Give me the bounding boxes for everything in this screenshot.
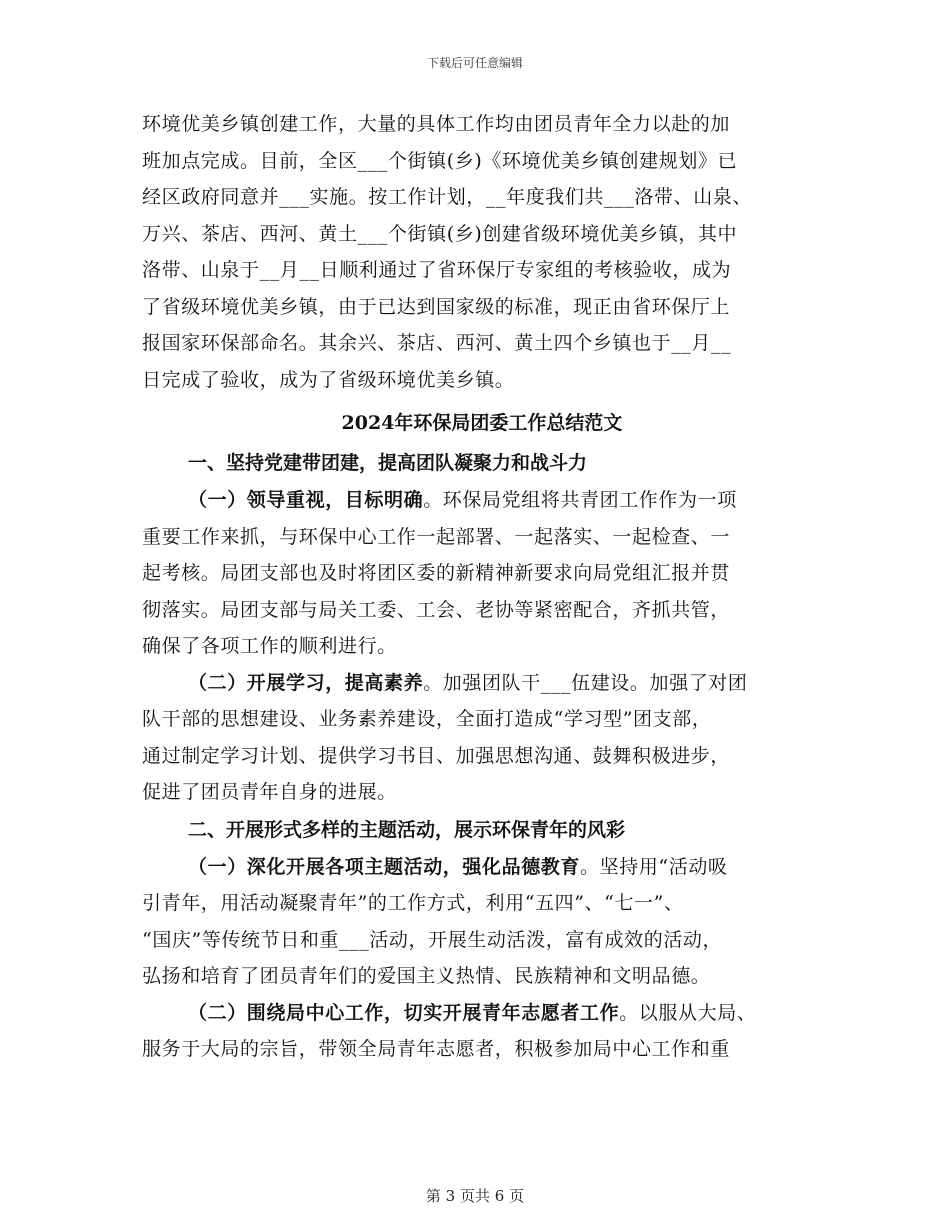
text-line: 促进了团员青年自身的进展。	[142, 781, 397, 803]
text-line: 班加点完成。目前，全区___个街镇(乡)《环境优美乡镇创建规划》已	[142, 149, 738, 172]
text-line: 确保了各项工作的顺利进行。	[142, 635, 397, 657]
text-line: 服务于大局的宗旨，带领全局青年志愿者，积极参加局中心工作和重	[142, 1038, 731, 1060]
text-line: 重要工作来抓，与环保中心工作一起部署、一起落实、一起检查、一	[142, 525, 731, 548]
text-line: 经区政府同意并___实施。按工作计划，__年度我们共___洛带、山泉、	[142, 186, 753, 208]
subheading: （一）领导重视，目标明确	[188, 489, 424, 511]
page-footer: 第 3 页共 6 页	[425, 1187, 525, 1205]
text-line: 环境优美乡镇创建工作，大量的具体工作均由团员青年全力以赴的加	[142, 113, 731, 135]
text-line: 彻落实。局团支部与局关工委、工会、老协等紧密配合，齐抓共管，	[142, 598, 731, 621]
section-heading-2: 二、开展形式多样的主题活动，展示环保青年的风彩	[188, 818, 626, 841]
text-line	[142, 995, 822, 1032]
text-line: 报国家环保部命名。其余兴、茶店、西河、黄土四个乡镇也于__月__	[142, 332, 732, 354]
text-line: 洛带、山泉于__月__日顺利通过了省环保厅专家组的考核验收，成为	[142, 259, 732, 281]
subheading: （一）深化开展各项主题活动，强化品德教育	[188, 855, 581, 878]
subheading: （二）围绕局中心工作，切实开展青年志愿者工作	[188, 1001, 620, 1024]
text-run: 。以服从大局、	[619, 1001, 757, 1024]
text-run: 。环保局党组将共青团工作作为一项	[423, 489, 737, 511]
text-line	[142, 482, 822, 519]
document-body	[142, 106, 822, 1068]
text-line: 通过制定学习计划、提供学习书目、加强思想沟通、鼓舞积极进步，	[142, 744, 731, 767]
text-line	[142, 849, 822, 886]
text-line: 队干部的思想建设、业务素养建设，全面打造成“学习型”团支部，	[142, 708, 712, 730]
section1-paragraph-1	[142, 482, 822, 665]
text-line: 引青年，用活动凝聚青年”的工作方式，利用“五四”、“七一”、	[142, 892, 684, 914]
text-line	[142, 665, 822, 702]
text-line: “国庆”等传统节日和重___活动，开展生动活泼，富有成效的活动，	[142, 928, 723, 951]
section1-paragraph-2	[142, 665, 822, 811]
section2-paragraph-2	[142, 995, 822, 1068]
text-line: 起考核。局团支部也及时将团区委的新精神新要求向局党组汇报并贯	[142, 562, 731, 584]
section-heading-1: 一、坚持党建带团建，提高团队凝聚力和战斗力	[188, 452, 588, 474]
document-title: 2024年环保局团委工作总结范文	[341, 412, 623, 434]
text-run: 。加强团队干___伍建设。加强了对团	[423, 671, 748, 694]
subheading: （二）开展学习，提高素养	[188, 671, 424, 694]
text-line: 了省级环境优美乡镇，由于已达到国家级的标准，现正由省环保厅上	[142, 295, 731, 318]
page-header: 下载后可任意编辑	[426, 56, 523, 70]
text-run: 。坚持用“活动吸	[580, 855, 728, 878]
text-line: 日完成了验收，成为了省级环境优美乡镇。	[142, 368, 515, 391]
text-line: 弘扬和培育了团员青年们的爱国主义热情、民族精神和文明品德。	[142, 965, 711, 987]
text-line: 万兴、茶店、西河、黄土___个街镇(乡)创建省级环境优美乡镇，其中	[142, 222, 738, 245]
intro-paragraph	[142, 106, 822, 398]
section2-paragraph-1	[142, 849, 822, 995]
